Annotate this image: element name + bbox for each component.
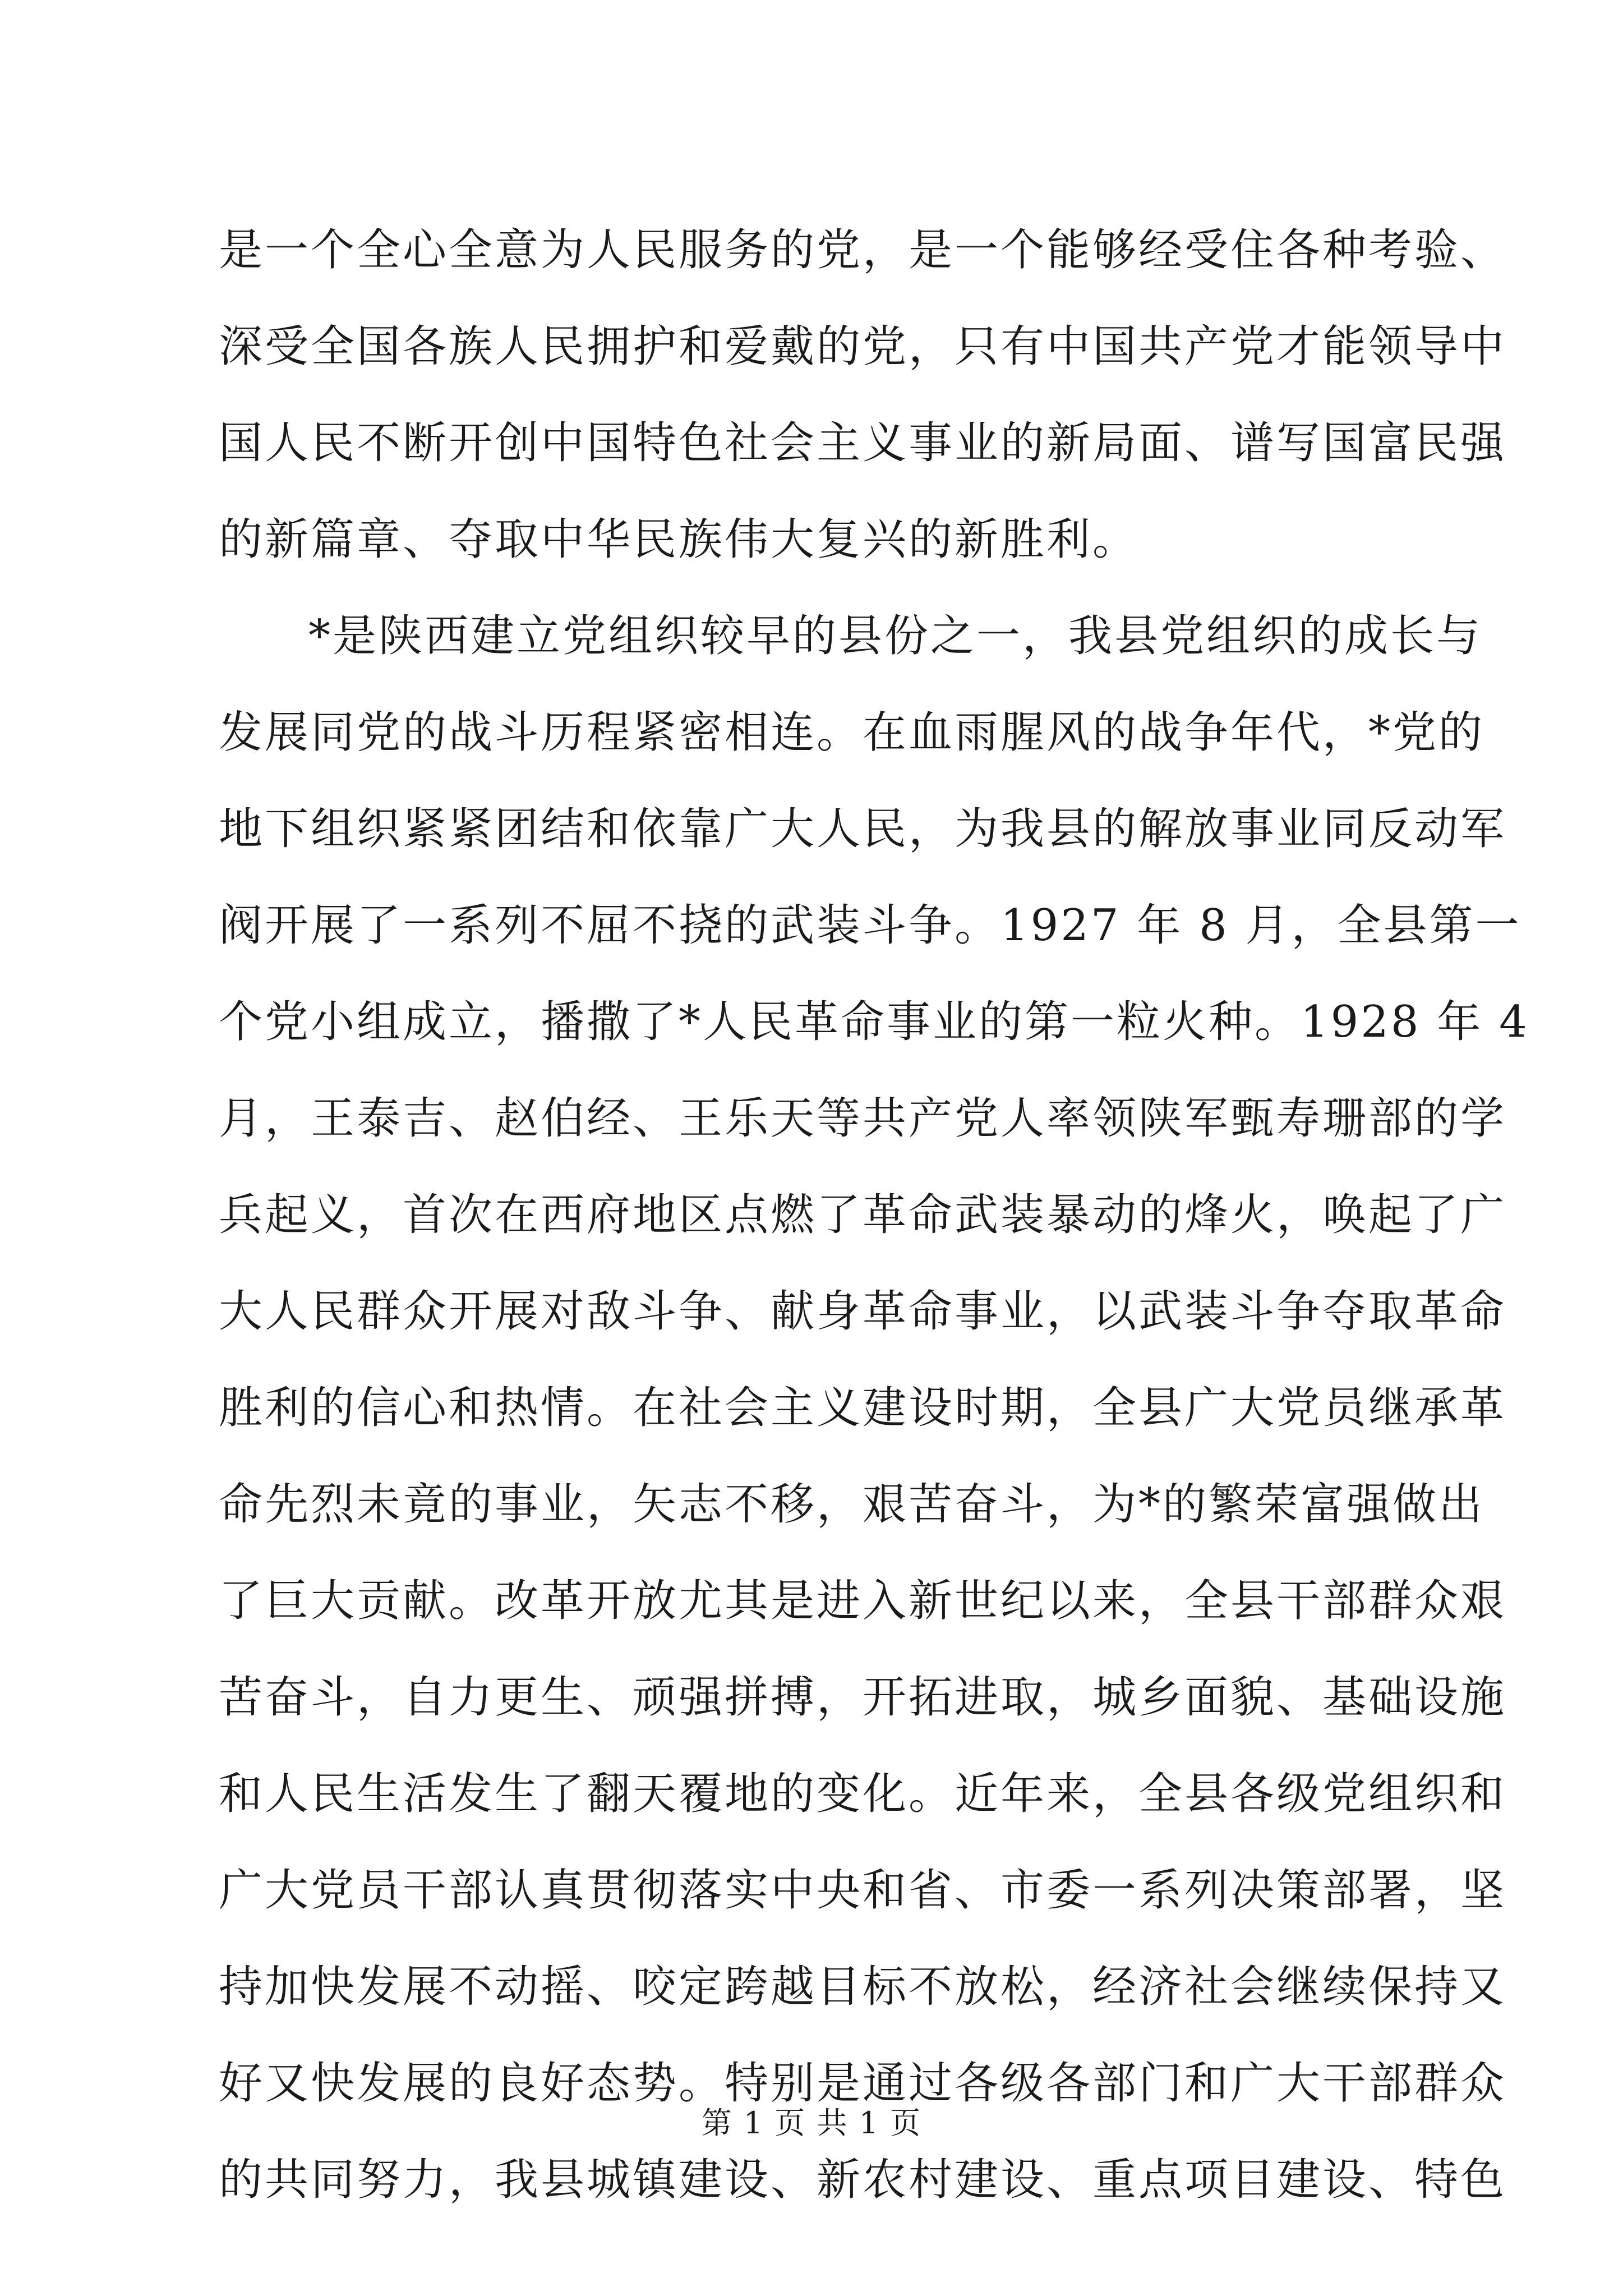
- text-line: 胜利的信心和热情。在社会主义建设时期，全县广大党员继承革: [219, 1383, 1507, 1433]
- text-line: 的新篇章、夺取中华民族伟大复兴的新胜利。: [219, 514, 1139, 565]
- text-line: 广大党员干部认真贯彻落实中央和省、市委一系列决策部署，坚: [219, 1865, 1507, 1916]
- text-line: 和人民生活发生了翻天覆地的变化。近年来，全县各级党组织和: [219, 1769, 1507, 1819]
- page-number-footer: 第 1 页 共 1 页: [701, 2105, 922, 2141]
- paragraph-2: [219, 588, 1529, 2228]
- text-line: 发展同党的战斗历程紧密相连。在血雨腥风的战争年代，*党的: [219, 707, 1485, 758]
- paragraph-1: [219, 202, 1507, 588]
- text-line: 了巨大贡献。改革开放尤其是进入新世纪以来，全县干部群众艰: [219, 1576, 1507, 1626]
- text-line: 的共同努力，我县城镇建设、新农村建设、重点项目建设、特色: [219, 2155, 1507, 2205]
- text-line: 月，王泰吉、赵伯经、王乐天等共产党人率领陕军甄寿珊部的学: [219, 1093, 1507, 1144]
- text-line: 国人民不断开创中国特色社会主义事业的新局面、谱写国富民强: [219, 418, 1507, 468]
- text-line: 是一个全心全意为人民服务的党，是一个能够经受住各种考验、: [219, 225, 1507, 275]
- text-line: 深受全国各族人民拥护和爱戴的党，只有中国共产党才能领导中: [219, 321, 1507, 372]
- text-line: 兵起义，首次在西府地区点燃了革命武装暴动的烽火，唤起了广: [219, 1190, 1507, 1240]
- text-line: 苦奋斗，自力更生、顽强拼搏，开拓进取，城乡面貌、基础设施: [219, 1672, 1507, 1723]
- text-line: 阀开展了一系列不屈不挠的武装斗争。1927 年 8 月，全县第一: [219, 900, 1521, 951]
- text-line: 持加快发展不动摇、咬定跨越目标不放松，经济社会继续保持又: [219, 1962, 1507, 2012]
- text-line: 大人民群众开展对敌斗争、献身革命事业，以武装斗争夺取革命: [219, 1286, 1507, 1337]
- text-line: 个党小组成立，播撒了*人民革命事业的第一粒火种。1928 年 4: [219, 997, 1529, 1047]
- text-line: *是陕西建立党组织较早的县份之一，我县党组织的成长与: [308, 611, 1483, 661]
- text-line: 命先烈未竟的事业，矢志不移，艰苦奋斗，为*的繁荣富强做出: [219, 1479, 1485, 1530]
- text-line: 地下组织紧紧团结和依靠广大人民，为我县的解放事业同反动军: [219, 804, 1507, 854]
- text-line: 好又快发展的良好态势。特别是通过各级各部门和广大干部群众: [219, 2058, 1507, 2109]
- document-body: [219, 202, 1529, 2228]
